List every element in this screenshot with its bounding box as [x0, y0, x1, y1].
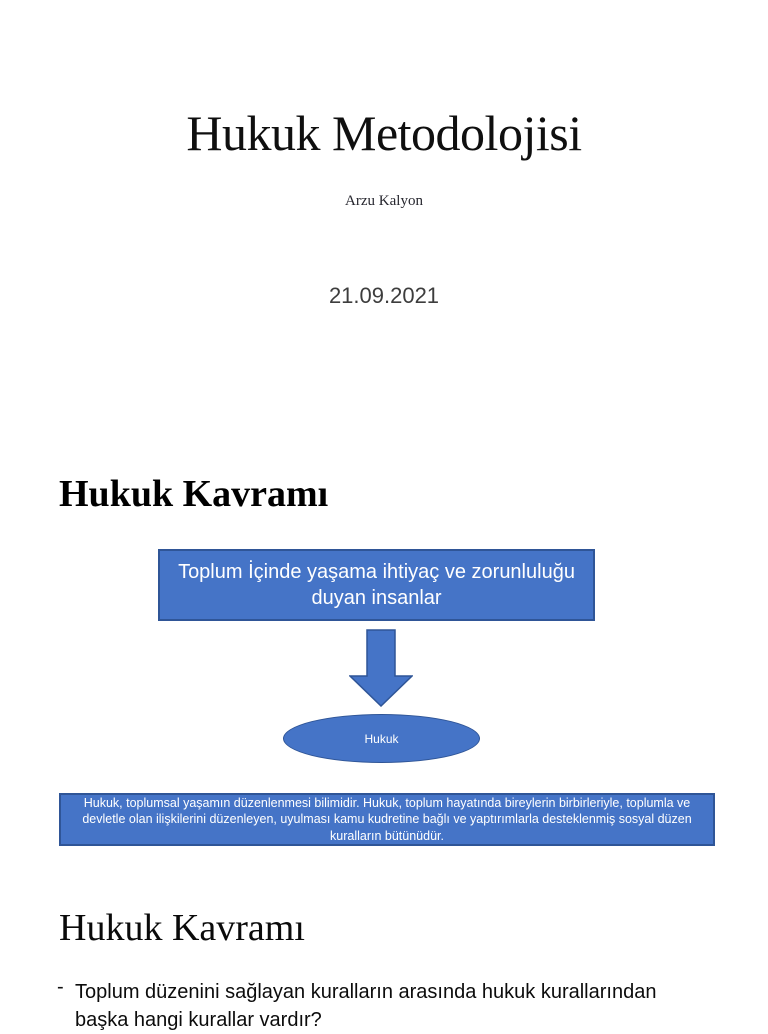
- concept-box: [158, 549, 595, 621]
- definition-banner: [59, 793, 715, 846]
- bullet-text: Toplum düzenini sağlayan kuralların arasında hukuk kurallarından başka hangi kurallar vardır?: [75, 981, 657, 1031]
- concept-box-label: Toplum İçinde yaşama ihtiyaç ve zorunluluğu duyan insanlar: [178, 561, 575, 609]
- bullet-marker: -: [57, 976, 64, 998]
- down-arrow-icon: [349, 629, 413, 707]
- presentation-date: 21.09.2021: [328, 283, 440, 308]
- slide-heading-question: Hukuk Kavramı: [59, 907, 305, 949]
- author-name: Arzu Kalyon: [345, 193, 423, 209]
- hukuk-ellipse-label: Hukuk: [364, 731, 399, 746]
- page-title: Hukuk Metodolojisi: [186, 105, 582, 161]
- definition-banner-text: Hukuk, toplumsal yaşamın düzenlenmesi bilimidir. Hukuk, toplum hayatında bireylerin birbirleriyle, toplumla ve devletle olan ilişkilerini düzenleyen, uyulması kamu kudretine bağlı ve yaptırımlarla desteklenmiş sosyal düzen kuralların bütünüdür.: [82, 795, 692, 843]
- bullet-item: [57, 978, 697, 1034]
- slide-heading-concept: Hukuk Kavramı: [59, 473, 329, 515]
- hukuk-ellipse: [283, 714, 480, 763]
